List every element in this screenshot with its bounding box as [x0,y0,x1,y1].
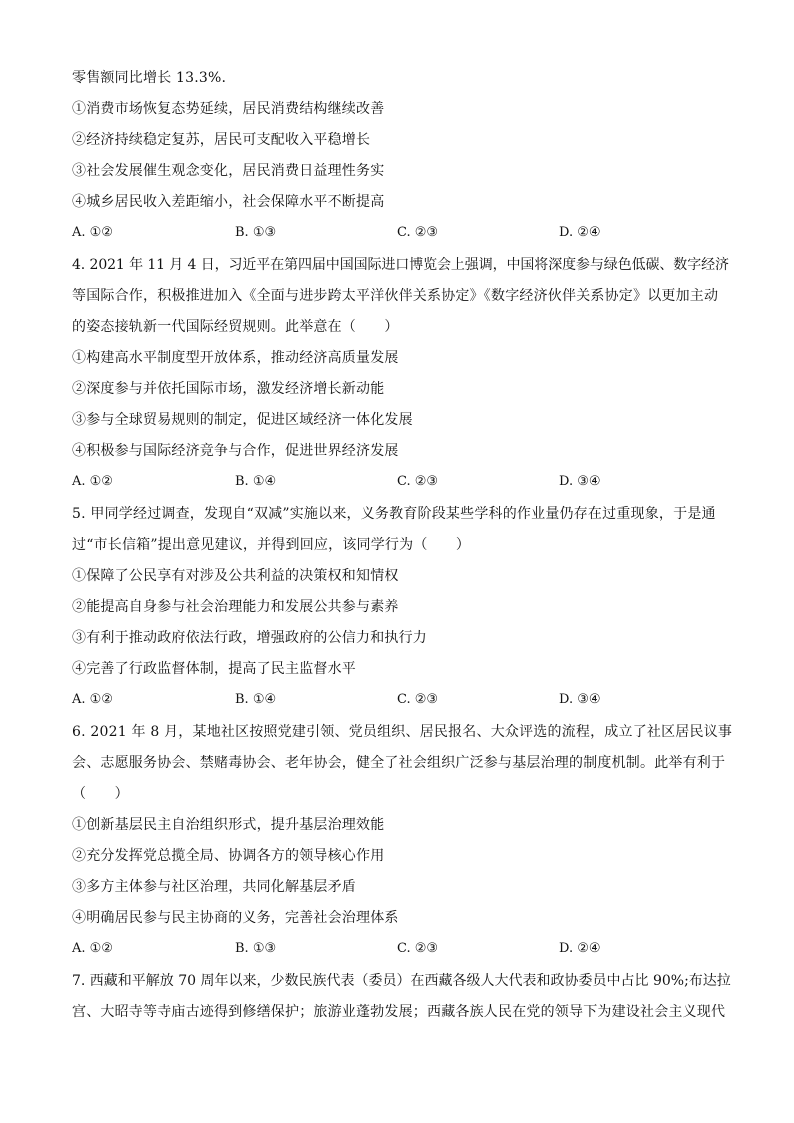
q6-statement-4: ④明确居民参与民主协商的义务，完善社会治理体系 [72,910,399,926]
q6-option-c: C. ②③ [397,941,439,956]
q4-stem-line-3: 的姿态接轨新一代国际经贸规则。此举意在（ ） [72,319,399,335]
q5-stem-line-2: 过“市长信箱”提出意见建议，并得到回应，该同学行为（ ） [72,537,471,553]
q5-stem-line-1: 5. 甲同学经过调查，发现自“双减”实施以来，义务教育阶段某些学科的作业量仍存在过重现象，于是通 [72,506,716,522]
q5-option-c: C. ②③ [397,692,439,707]
q3-options [72,223,732,243]
q3-statement-2: ②经济持续稳定复苏，居民可支配收入平稳增长 [72,132,371,148]
q7-stem-line-1: 7. 西藏和平解放 70 周年以来，少数民族代表（委员）在西藏各级人大代表和政协委员中占比 90%;布达拉 [72,973,731,989]
q3-statement-3: ③社会发展催生观念变化，居民消费日益理性务实 [72,163,385,179]
q7-stem-line-2: 宫、大昭寺等寺庙古迹得到修缮保护；旅游业蓬勃发展；西藏各族人民在党的领导下为建设社会主义现代 [72,1004,726,1020]
q4-stem-line-2: 等国际合作，积极推进加入《全面与进步跨太平洋伙伴关系协定》《数字经济伙伴关系协定》以更加主动 [72,288,719,304]
q5-option-d: D. ③④ [559,692,601,707]
q6-option-a: A. ①② [72,941,113,956]
q3-option-a: A. ①② [72,225,113,240]
q6-options [72,939,732,959]
q3-option-c: C. ②③ [397,225,439,240]
q3-statement-1: ①消费市场恢复态势延续，居民消费结构继续改善 [72,101,385,117]
q6-statement-3: ③多方主体参与社区治理，共同化解基层矛盾 [72,879,356,895]
q6-option-d: D. ②④ [559,941,601,956]
q3-option-d: D. ②④ [559,225,601,240]
q5-statement-3: ③有利于推动政府依法行政，增强政府的公信力和执行力 [72,630,427,646]
q4-options [72,472,732,492]
q5-statement-1: ①保障了公民享有对涉及公共利益的决策权和知情权 [72,568,399,584]
q6-stem-line-3: （ ） [72,786,129,802]
q5-option-a: A. ①② [72,692,113,707]
q6-stem-line-1: 6. 2021 年 8 月，某地社区按照党建引领、党员组织、居民报名、大众评选的流程，成立了社区居民议事 [72,724,733,740]
q3-stem-tail: 零售额同比增长 13.3%. [72,70,227,86]
q6-option-b: B. ①③ [235,941,277,956]
q4-stem-line-1: 4. 2021 年 11 月 4 日，习近平在第四届中国国际进口博览会上强调，中国将深度参与绿色低碳、数字经济 [72,257,729,273]
q3-statement-4: ④城乡居民收入差距缩小，社会保障水平不断提高 [72,194,385,210]
q5-option-b: B. ①④ [235,692,277,707]
q4-statement-4: ④积极参与国际经济竞争与合作，促进世界经济发展 [72,443,399,459]
q4-option-a: A. ①② [72,474,113,489]
q6-stem-line-2: 会、志愿服务协会、禁赌毒协会、老年协会，健全了社会组织广泛参与基层治理的制度机制。此举有利于 [72,755,726,771]
q4-option-c: C. ②③ [397,474,439,489]
q5-statement-2: ②能提高自身参与社会治理能力和发展公共参与素养 [72,599,399,615]
q6-statement-2: ②充分发挥党总揽全局、协调各方的领导核心作用 [72,848,385,864]
q6-statement-1: ①创新基层民主自治组织形式，提升基层治理效能 [72,817,385,833]
q3-option-b: B. ①③ [235,225,277,240]
q4-option-b: B. ①④ [235,474,277,489]
q4-statement-1: ①构建高水平制度型开放体系，推动经济高质量发展 [72,350,399,366]
q4-statement-2: ②深度参与并依托国际市场，激发经济增长新动能 [72,381,385,397]
q5-statement-4: ④完善了行政监督体制，提高了民主监督水平 [72,661,356,677]
q5-options [72,690,732,710]
q4-statement-3: ③参与全球贸易规则的制定，促进区域经济一体化发展 [72,412,413,428]
q4-option-d: D. ③④ [559,474,601,489]
